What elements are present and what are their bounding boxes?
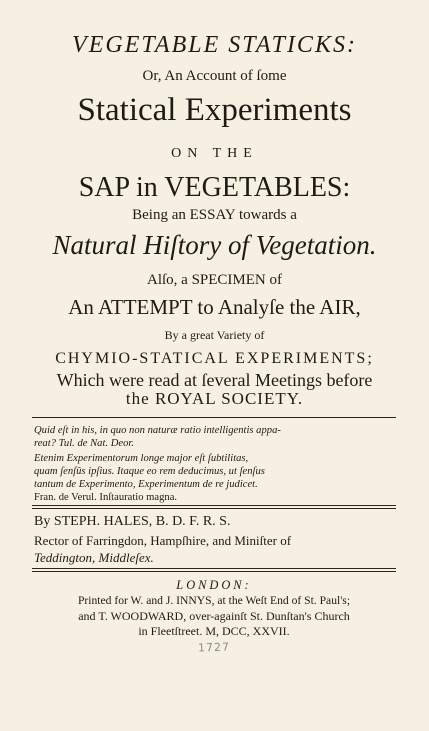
middle-rule (32, 505, 396, 509)
bottom-rule (32, 568, 396, 572)
subtitle-line-2: Statical Experiments (77, 92, 352, 128)
subtitle-line-8: An ATTEMPT to Analyſe the AIR, (68, 295, 361, 319)
subtitle-line-4: SAP in VEGETABLES: (78, 172, 351, 203)
epigraph-line-5: tantum de Experimento, Experimentum de re judicet. (34, 479, 258, 490)
subtitle-line-1: Or, An Account of ſome (142, 68, 287, 84)
imprint-line-2: Printed for W. and J. INNYS, at the Weſt End of St. Paul's; (77, 594, 351, 607)
subtitle-line-6: Natural Hiſtory of Vegetation. (52, 230, 377, 260)
epigraph-line-1: Quid eſt in his, in quo non naturæ ratio intelligentis appa- (34, 425, 281, 436)
top-rule (32, 417, 396, 418)
subtitle-line-11: Which were read at ſeveral Meetings before (56, 370, 373, 390)
epigraph-line-4: quam ſenſûs ipſius. Itaque eo rem deducimus, ut ſenſus (34, 466, 265, 477)
author-line-2: Rector of Farringdon, Hampſhire, and Miniſter of (34, 533, 292, 548)
subtitle-line-9: By a great Variety of (164, 328, 265, 342)
main-title: VEGETABLE STATICKS: (72, 32, 357, 58)
imprint-line-3: and T. WOODWARD, over-againſt St. Dunſtan's Church (78, 609, 350, 623)
subtitle-line-7: Alſo, a SPECIMEN of (147, 272, 282, 288)
epigraph-line-3: Etenim Experimentorum longe major eſt ſubtilitas, (34, 453, 249, 464)
imprint-line-1: LONDON: (176, 578, 252, 592)
subtitle-line-12: the ROYAL SOCIETY. (125, 389, 304, 408)
subtitle-line-10: CHYMIO-STATICAL EXPERIMENTS; (55, 350, 374, 367)
handwritten-date-annotation: 1727 (197, 640, 231, 655)
epigraph-line-6: Fran. de Verul. Inſtauratio magna. (34, 492, 178, 503)
subtitle-line-3: ON THE (171, 146, 258, 161)
epigraph-line-2: reat? Tul. de Nat. Deor. (34, 438, 134, 449)
author-line-3: Teddington, Middleſex. (34, 550, 154, 565)
author-line-1: By STEPH. HALES, B. D. F. R. S. (34, 514, 231, 529)
subtitle-line-5: Being an ESSAY towards a (132, 207, 297, 223)
imprint-line-4: in Fleetſtreet. M, DCC, XXVII. (138, 624, 290, 638)
